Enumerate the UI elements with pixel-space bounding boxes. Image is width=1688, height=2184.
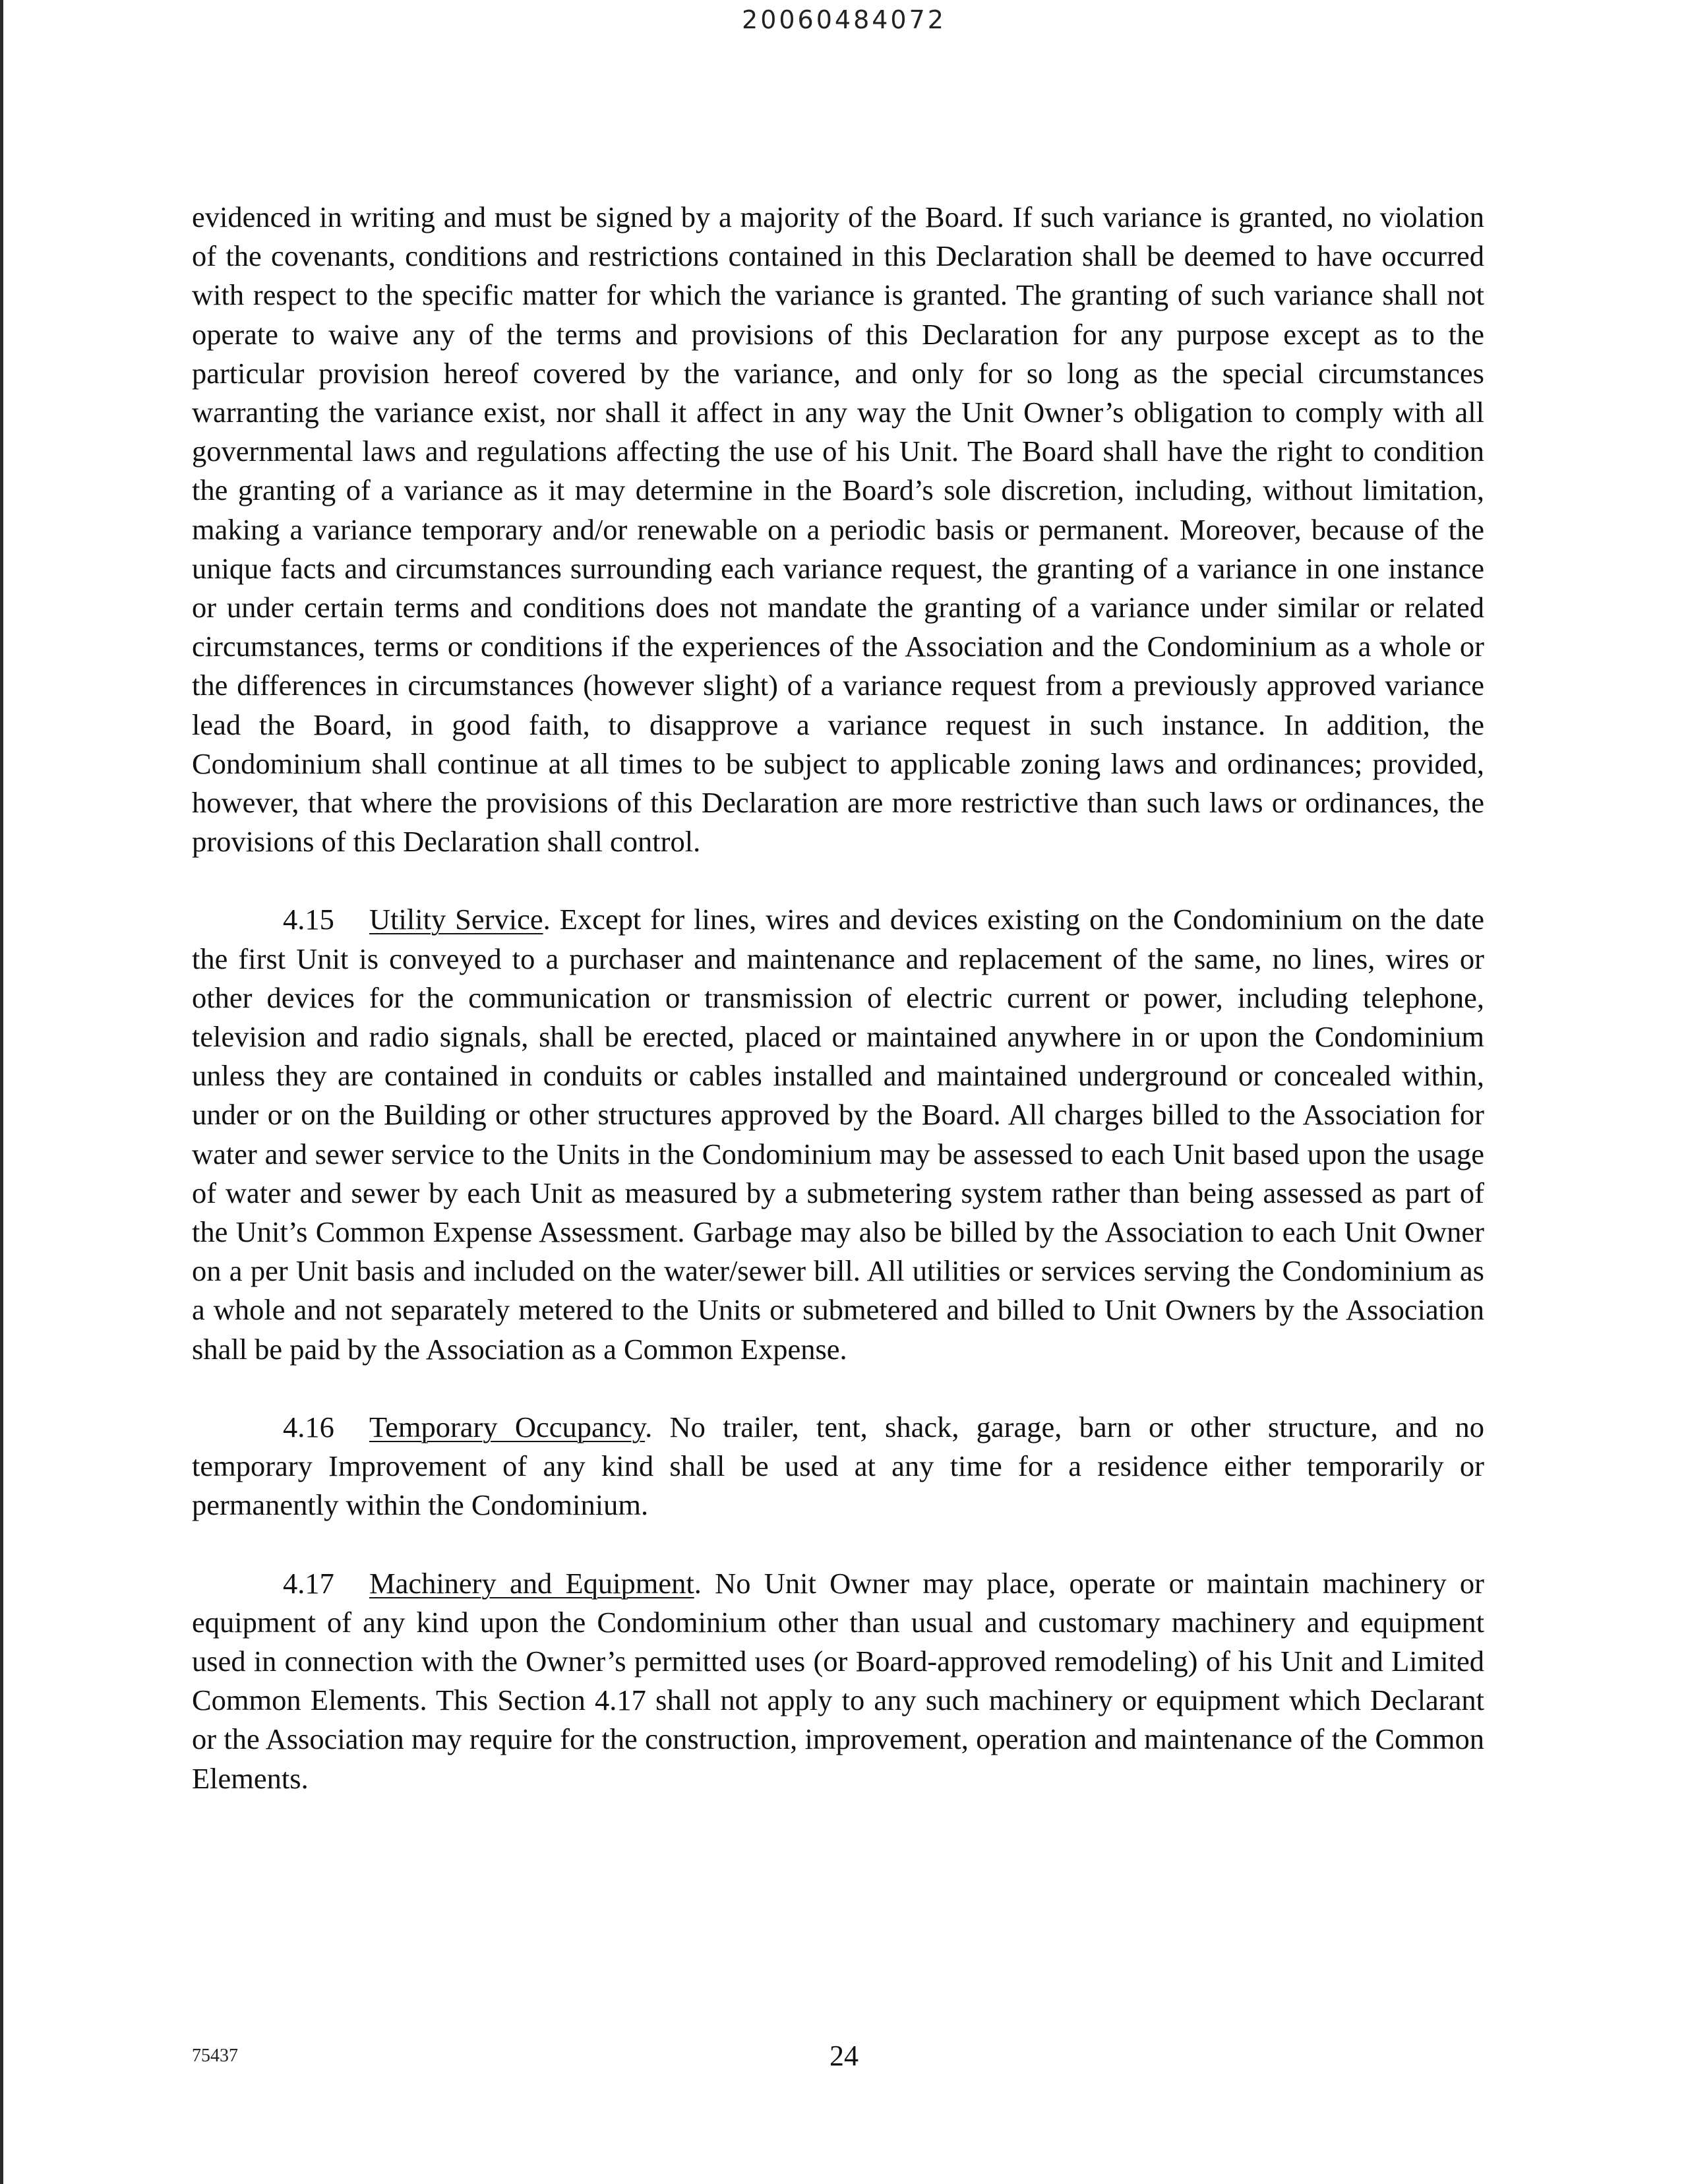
document-body	[192, 198, 1484, 1798]
section-number: 4.15	[283, 903, 334, 936]
section-title: Temporary Occupancy	[369, 1410, 646, 1443]
section-4-17	[192, 1564, 1484, 1798]
page-number: 24	[829, 2040, 859, 2072]
section-number: 4.16	[283, 1410, 334, 1443]
section-4-15	[192, 900, 1484, 1368]
section-text: . No trailer, tent, shack, garage, barn or other structure, and no temporary Improvement of any kind shall be used at any time for a residence either temporarily or permanently within the Condominium.	[192, 1410, 1484, 1522]
continuation-paragraph: evidenced in writing and must be signed by a majority of the Board. If such variance is granted, no violation of the covenants, conditions and restrictions contained in this Declaration shall be deemed to have occurred with respect to the specific matter for which the variance is granted. The granting of such variance shall not operate to waive any of the terms and provisions of this Declaration for any purpose except as to the particular provision hereof covered by the variance, and only for so long as the special circumstances warranting the variance exist, nor shall it affect in any way the Unit Owner’s obligation to comply with all governmental laws and regulations affecting the use of his Unit. The Board shall have the right to condition the granting of a variance as it may determine in the Board’s sole discretion, including, without limitation, making a variance temporary and/or renewable on a periodic basis or permanent. Moreover, because of the unique facts and circumstances surrounding each variance request, the granting of a variance in one instance or under certain terms and conditions does not mandate the granting of a variance under similar or related circumstances, terms or conditions if the experiences of the Association and the Condominium as a whole or the differences in circumstances (however slight) of a variance request from a previously approved variance lead the Board, in good faith, to disapprove a variance request in such instance. In addition, the Condominium shall continue at all times to be subject to applicable zoning laws and ordinances; provided, however, that where the provisions of this Declaration are more restrictive than such laws or ordinances, the provisions of this Declaration shall control.	[192, 200, 1484, 859]
section-text: . No Unit Owner may place, operate or maintain machinery or equipment of any kind upon the Condominium other than usual and customary machinery and equipment used in connection with the Owner’s permitted uses (or Board-approved remodeling) of his Unit and Limited Common Elements. This Section 4.17 shall not apply to any such machinery or equipment which Declarant or the Association may require for the construction, improvement, operation and maintenance of the Common Elements.	[192, 1566, 1484, 1795]
section-text: . Except for lines, wires and devices existing on the Condominium on the date the first Unit is conveyed to a purchaser and maintenance and replacement of the same, no lines, wires or other devices for the communication or transmission of electric current or power, including telephone, television and radio signals, shall be erected, placed or maintained anywhere in or upon the Condominium unless they are contained in conduits or cables installed and maintained underground or concealed within, under or on the Building or other structures approved by the Board. All charges billed to the Association for water and sewer service to the Units in the Condominium may be assessed to each Unit based upon the usage of water and sewer by each Unit as measured by a submetering system rather than being assessed as part of the Unit’s Common Expense Assessment. Garbage may also be billed by the Association to each Unit Owner on a per Unit basis and included on the water/sewer bill. All utilities or services serving the Condominium as a whole and not separately metered to the Units or submetered and billed to Unit Owners by the Association shall be paid by the Association as a Common Expense.	[192, 903, 1485, 1366]
section-4-16	[192, 1408, 1484, 1525]
document-number: 20060484072	[742, 5, 946, 34]
scan-left-edge	[0, 0, 3, 2184]
section-title: Utility Service	[369, 903, 543, 936]
footer-document-id: 75437	[192, 2046, 238, 2066]
section-number: 4.17	[283, 1566, 334, 1600]
section-title: Machinery and Equipment	[369, 1566, 694, 1600]
